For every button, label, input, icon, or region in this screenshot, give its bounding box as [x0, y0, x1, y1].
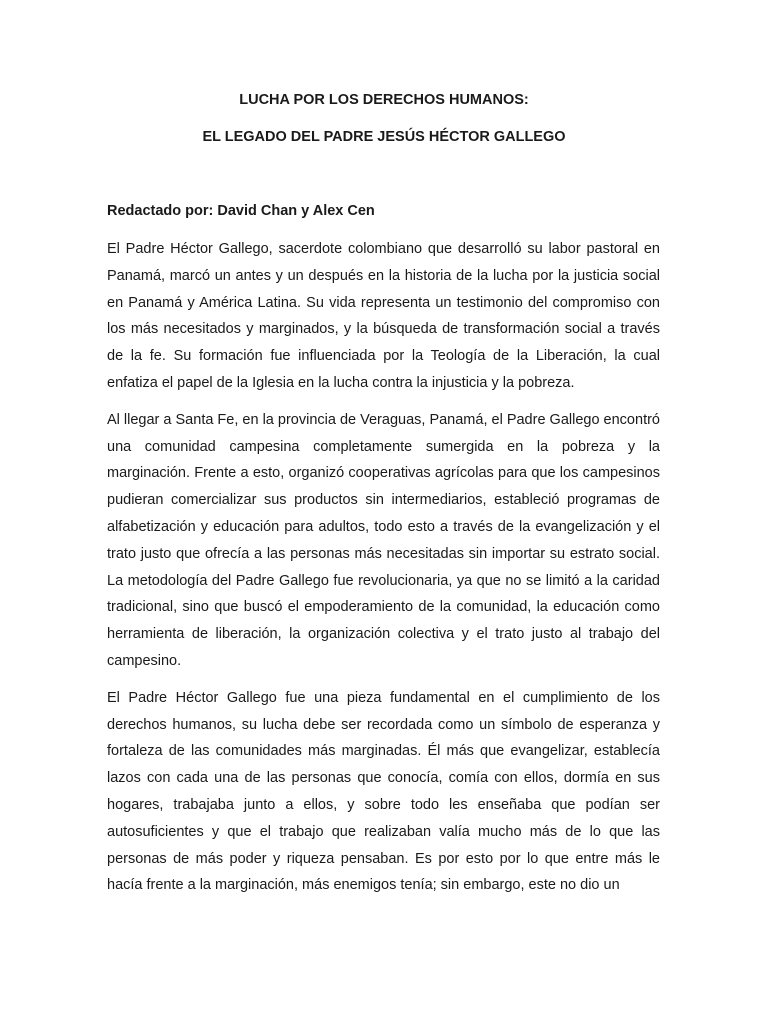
paragraph-1: El Padre Héctor Gallego, sacerdote colombiano que desarrolló su labor pastoral en Panamá, marcó un antes y un después en la historia de la lucha por la justicia social en Panamá y América Latina. Su vida representa un testimonio del compromiso con los más necesitados y marginados, y la búsqueda de transformación social a través de la fe. Su formación fue influenciada por la Teología de la Liberación, la cual enfatiza el papel de la Iglesia en la lucha contra la injusticia y la pobreza. — [107, 241, 660, 391]
body-text — [107, 236, 660, 909]
paragraph-2: Al llegar a Santa Fe, en la provincia de Veraguas, Panamá, el Padre Gallego encontró una comunidad campesina completamente sumergida en la pobreza y la marginación. Frente a esto, organizó cooperativas agrícolas para que los campesinos pudieran comercializar sus productos sin intermediarios, estableció programas de alfabetización y educación para adultos, todo esto a través de la evangelización y el trato justo que ofrecía a las personas más necesitadas sin importar su estrato social. La metodología del Padre Gallego fue revolucionaria, ya que no se limitó a la caridad tradicional, sino que buscó el empoderamiento de la comunidad, la educación como herramienta de liberación, la organización colectiva y el trato justo al trabajo del campesino. — [107, 411, 660, 669]
paragraph-3: El Padre Héctor Gallego fue una pieza fundamental en el cumplimiento de los derechos humanos, su lucha debe ser recordada como un símbolo de esperanza y fortaleza de las comunidades más marginadas. Él más que evangelizar, establecía lazos con cada una de las personas que conocía, comía con ellos, dormía en sus hogares, trabajaba junto a ellos, y sobre todo les enseñaba que podían ser autosuficientes y que el trabajo que realizaban valía mucho más de lo que las personas de más poder y riqueza pensaban. Es por esto por lo que entre más le hacía frente a la marginación, más enemigos tenía; sin embargo, este no dio un — [107, 689, 660, 894]
document-title-line-1: LUCHA POR LOS DERECHOS HUMANOS: — [239, 92, 529, 108]
author-line: Redactado por: David Chan y Alex Cen — [107, 203, 375, 219]
document-title-line-2: EL LEGADO DEL PADRE JESÚS HÉCTOR GALLEGO — [202, 129, 566, 145]
